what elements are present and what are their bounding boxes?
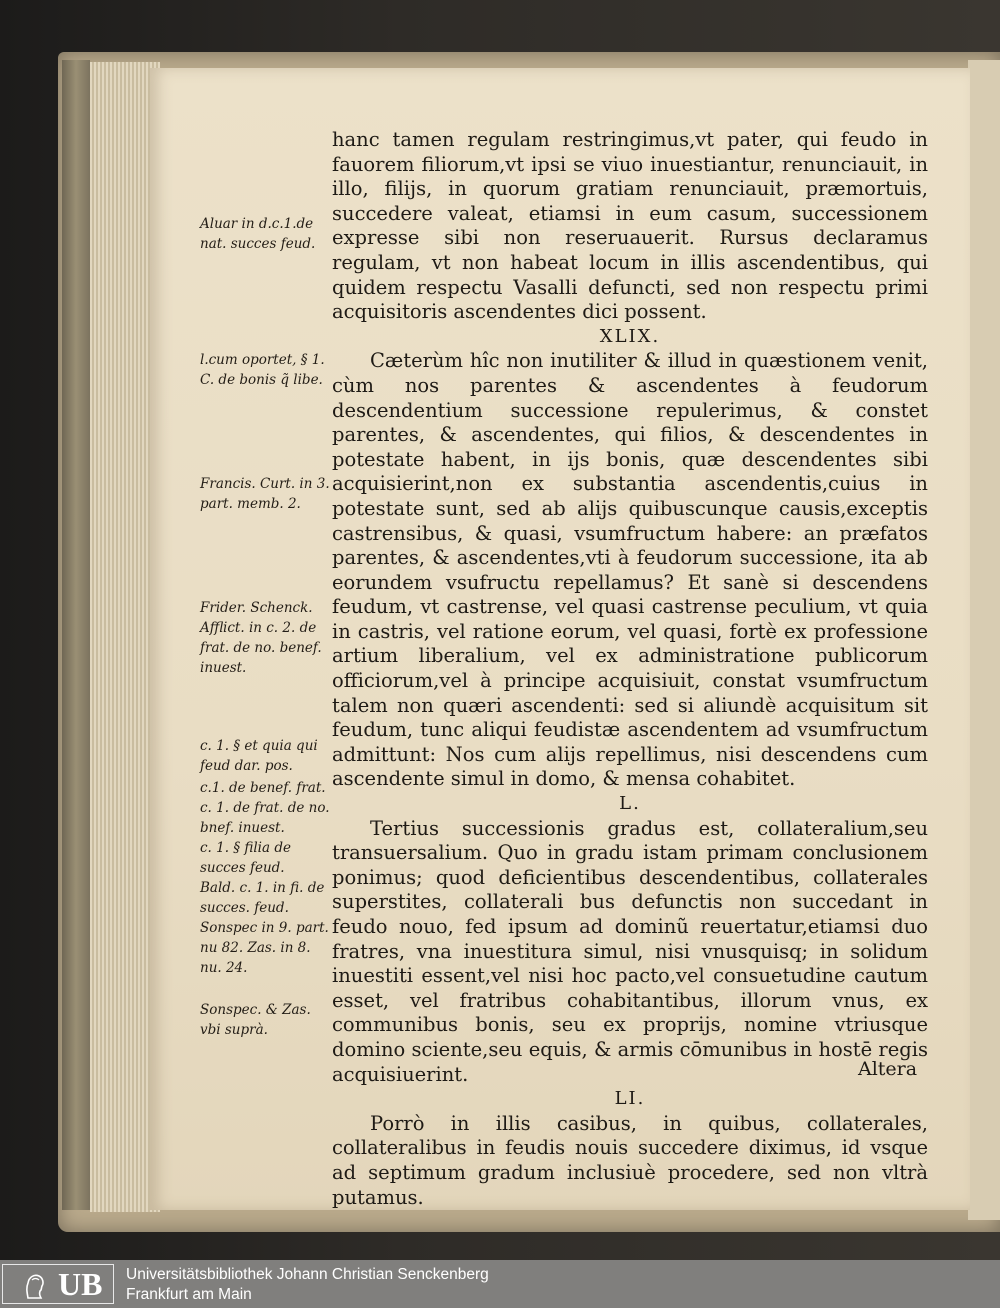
catchword: Altera xyxy=(858,1058,918,1080)
library-logo[interactable] xyxy=(2,1264,116,1304)
marginal-note: l.cum oportet, § 1. C. de bonis q̃ libe. xyxy=(200,352,325,388)
logo-text: UB xyxy=(58,1266,103,1302)
marginal-note: Frider. Schenck. Afflict. in c. 2. de frat. de no. benef. inuest. xyxy=(200,600,322,676)
book-spine-cover xyxy=(62,60,90,1210)
section-number-l: L. xyxy=(619,793,641,815)
paragraph-l: Tertius successionis gradus est, collateralium,seu transuersalium. Quo in gradu istam primam conclusionem ponimus; quod deficientibus descendentibus, collaterales superstites, collaterali bus defunctis non succedant in feudo nouo, fed ipsum ad dominũ reuertatur,etiamsi duo fratres, vna inuestitura simul, nisi vnusquisq; in solidum inuestiti essent,vel nisi hoc pacto,vel consuetudine cautum esset, vel fratribus cohabitantibus, illorum vnus, ex communibus bonis, seu ex proprijs, nomine vtriusque domino sciente,seu equis, & armis cōmunibus in hostē regis acquisiuerint. xyxy=(332,816,928,1086)
marginal-note: Bald. c. 1. in fi. de succes. feud. xyxy=(200,880,325,916)
institution-line-2: Frankfurt am Main xyxy=(126,1286,252,1303)
marginal-note: c. 1. § filia de succes feud. xyxy=(200,840,291,876)
marginal-note: Sonspec in 9. part. nu 82. Zas. in 8. nu. 24. xyxy=(200,920,329,976)
marginal-note: c. 1. de frat. de no. bnef. inuest. xyxy=(200,800,330,836)
main-text xyxy=(332,128,928,1210)
paragraph-li: Porrò in illis casibus, in quibus, collaterales, collateralibus in feudis nouis succedere diximus, id vsque ad septimum gradum inclusiuè procedere, sed non vltrà putamus. xyxy=(332,1111,928,1209)
marginal-note: Aluar in d.c.1.de nat. succes feud. xyxy=(200,216,316,252)
paragraph-xlix: Cæterùm hîc non inutiliter & illud in quæstionem venit, cùm nos parentes & ascendentes à feudorum descendentium successione repulerimus, & constet parentes, & ascendentes, qui filios, & descendentes in potestate habent, in ijs bonis, quæ descendentes sibi acquisierint,non ex substantia ascendentis,cuius in potestate sunt, sed ab alijs quibuscunque causis,exceptis castrensibus, & quasi, vsumfructum habere: an præfatos parentes, & ascendentes,vti à feudorum successione, ita ab eorundem vsufructu repellamus? Et sanè si descendens feudum, vt castrense, vel quasi castrense peculium, vt quia in castris, vel ratione eorum, vel quasi, fortè ex professione artium liberalium, vel ex administratione publicorum officiorum,vel à principe acquisiuit, constat vsumfructum talem non quæri ascendenti: sed si aliundè acquisitum sit feudum, tunc aliqui feudistæ ascendentem ad vsumfructum admittunt: Nos cum alijs repellimus, nisi descendens cum ascendente simul in domo, & mensa cohabitet. xyxy=(332,349,928,791)
marginal-note: Francis. Curt. in 3. part. memb. 2. xyxy=(200,476,330,512)
portrait-icon xyxy=(18,1268,50,1300)
institution-line-1: Universitätsbibliothek Johann Christian Senckenberg xyxy=(126,1266,489,1283)
section-number-xlix: XLIX. xyxy=(599,325,661,347)
marginal-note: c. 1. § et quia qui feud dar. pos. xyxy=(200,738,318,774)
section-number-li: LI. xyxy=(614,1088,646,1110)
paragraph-continuation: hanc tamen regulam restringimus,vt pater, qui feudo in fauorem filiorum,vt ipsi se viuo inuestiantur, renunciauit, in illo, filijs, in quorum gratiam renunciauit, præmortuis, succedere valeat, etiamsi in eum casum, successionem expresse sibi non reseruauerit. Rursus declaramus regulam, vt non habeat locum in illis ascendentibus, qui quidem respectu Vasalli defuncti, sed non respectu primi acquisitoris ascendentes dici possent. xyxy=(332,128,928,324)
facing-page-edge xyxy=(968,60,1000,1220)
marginal-note: c.1. de benef. frat. xyxy=(200,780,326,796)
institution-name xyxy=(126,1265,489,1305)
marginal-note: Sonspec. & Zas. vbi suprà. xyxy=(200,1002,311,1038)
